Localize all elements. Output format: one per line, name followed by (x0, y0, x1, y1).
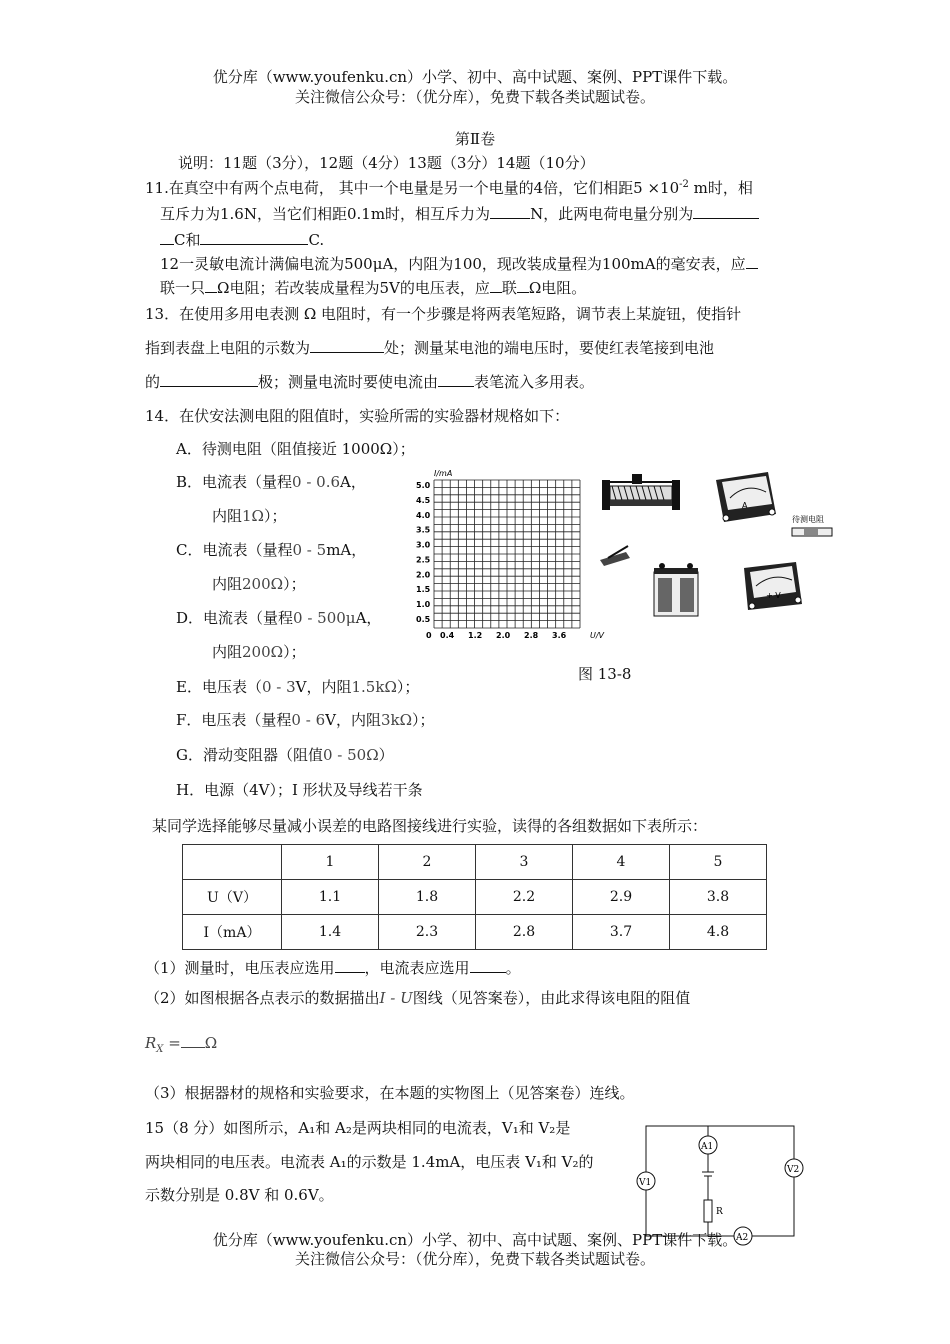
table-row (183, 880, 767, 915)
q12-line-1 (160, 253, 758, 274)
q15-line-3: 示数分别是 0.8V 和 0.6V。 (145, 1186, 334, 1204)
y-tick-label: 1.5 (416, 585, 431, 595)
section-note: 说明：11题（3分），12题（4分）13题（3分）14题（10分） (178, 154, 595, 172)
q14-c-res-end: ）； (283, 575, 306, 593)
table-row (183, 915, 767, 950)
y-tick-label: 4.5 (416, 495, 431, 505)
q12-blank-4[interactable] (517, 278, 529, 293)
iu-graph-svg (414, 466, 605, 642)
header-line-2: 关注微信公众号：（优分库），免费下载各类试题试卷。 (294, 88, 655, 106)
ammeter-a1-symbol (699, 1136, 717, 1154)
device-label: 待测电阻 (792, 515, 824, 524)
table-cell: 3.7 (573, 915, 670, 950)
table-cell: 1.1 (282, 880, 379, 915)
q14-e-unit: V，内阻 (295, 678, 352, 696)
q14-p1-blank-2[interactable] (470, 958, 506, 973)
q14-b-res-end: ）； (264, 507, 287, 525)
q14-e-range: 0 - 3 (261, 678, 296, 696)
circuit-label-a1: A1 (701, 1142, 714, 1152)
q14-g-text: G．滑动变阻器（阻值 (176, 746, 323, 764)
q14-c-res-label: 内阻 (212, 575, 243, 593)
rheostat-icon (602, 474, 680, 510)
q14-option-h: H．电源（4V）；I 形状及导线若干条 (176, 781, 423, 799)
graph-ylabel: I/mA (434, 469, 453, 478)
x-tick-label: 2.8 (524, 631, 539, 640)
q14-c-unit: mA， (326, 541, 367, 559)
svg-text:+ V: + V (766, 591, 781, 600)
q11-blank-3[interactable] (200, 230, 308, 245)
q14-b-range: 0 - 0.6 (292, 473, 341, 491)
q14-f-text: F．电压表（量程 (176, 711, 292, 729)
q11-text-a: 11.在真空中有两个点电荷， 其中一个电量是另一个电量的4倍，它们相距5 ×10 (145, 179, 680, 197)
q14-b-res-value: 1Ω (242, 507, 264, 525)
q14-f-unit: V，内阻 (325, 711, 381, 729)
y-tick-label: 2.0 (416, 570, 431, 580)
q13-blank-1[interactable] (310, 338, 384, 353)
x-tick-label: 2.0 (496, 631, 511, 640)
q14-p2-blank[interactable] (181, 1037, 205, 1048)
q11-line-1 (145, 177, 753, 198)
q13-text-b: 处；测量某电池的端电压时，要使红表笔接到电池 (384, 339, 715, 357)
x-tick-label: 0 (426, 631, 432, 640)
table-intro: 某同学选择能够尽量减小误差的电路图接线进行实验，读得的各组数据如下表所示： (152, 817, 708, 835)
q14-p2-eq: = (163, 1034, 181, 1052)
iu-graph (414, 466, 605, 646)
footer-line-2: 关注微信公众号：（优分库），免费下载各类试题试卷。 (294, 1250, 655, 1268)
switch-icon (600, 546, 630, 566)
q11-text-d: N，此两电荷电量分别为 (530, 205, 694, 223)
table-cell: 1.4 (282, 915, 379, 950)
q11-blank-1[interactable] (490, 204, 530, 219)
y-tick-label: 4.0 (416, 510, 431, 520)
q12-text-d: 联 (501, 279, 517, 297)
q14-d-unit: A， (355, 609, 382, 627)
q14-c-range: 0 - 5 (292, 541, 327, 559)
section-title: 第Ⅱ卷 (454, 130, 496, 148)
q14-b-unit: A， (340, 473, 366, 491)
q14-option-b (176, 471, 366, 492)
voltmeter-icon (744, 562, 802, 610)
q14-p2-iu: I - U (379, 989, 413, 1007)
q13-text-a: 指到表盘上电阻的示数为 (145, 339, 311, 357)
q14-p1-text-c: 。 (505, 959, 521, 977)
footer-line-1: 优分库（www.youfenku.cn）小学、初中、高中试题、案例、PPT课件下载。 (212, 1231, 738, 1249)
q15-line-1: 15（8 分）如图所示，A₁和 A₂是两块相同的电流表，V₁和 V₂是 (145, 1119, 571, 1137)
q14-option-d-resistance (212, 641, 306, 662)
q14-option-e (176, 676, 419, 697)
q12-blank-1[interactable] (746, 254, 758, 269)
voltmeter-v1-symbol (637, 1172, 655, 1190)
q11-line-3 (160, 229, 324, 250)
q14-p2-rsub: X (156, 1044, 164, 1055)
q14-p2-text-b: 图线（见答案卷），由此求得该电阻的阻值 (412, 989, 691, 1007)
q14-part-2-answer (145, 1034, 217, 1055)
q13-line-2 (145, 337, 714, 358)
circuit-label-v1: V1 (639, 1178, 652, 1188)
q14-d-range: 0 - 500μ (293, 609, 356, 627)
q14-g-range: 0 - 50Ω (322, 746, 379, 764)
q14-p1-text-b: ，电流表应选用 (364, 959, 470, 977)
table-cell: U（V） (183, 880, 282, 915)
header-line-1: 优分库（www.youfenku.cn）小学、初中、高中试题、案例、PPT课件下载。 (212, 68, 738, 86)
q14-option-d (176, 607, 381, 628)
table-cell: 1.8 (379, 880, 476, 915)
q14-d-res-end: ）； (283, 643, 306, 661)
q13-line-3 (145, 371, 594, 392)
figure-caption: 图 13-8 (578, 665, 632, 683)
q15-line-2: 两块相同的电压表。电流表 A₁的示数是 1.4mA，电压表 V₁和 V₂的 (145, 1153, 594, 1171)
q14-part-2 (145, 987, 690, 1008)
table-cell: 1 (282, 845, 379, 880)
q13-text-c: 的 (145, 373, 161, 391)
q14-f-range: 0 - 6 (291, 711, 326, 729)
table-cell: 2.8 (476, 915, 573, 950)
table-cell: 3 (476, 845, 573, 880)
q11-blank-2b[interactable] (160, 230, 174, 245)
q14-p1-blank-1[interactable] (335, 958, 365, 973)
y-tick-label: 5.0 (416, 481, 431, 490)
q14-option-c-resistance (212, 573, 306, 594)
q12-blank-2[interactable] (205, 278, 217, 293)
q11-text-c: 互斥力为1.6N，当它们相距0.1m时，相互斥力为 (160, 205, 491, 223)
q12-text-c: Ω电阻；若改装成量程为5V的电压表，应 (217, 279, 490, 297)
x-tick-label: 0.4 (440, 631, 455, 640)
circuit-label-v2: V2 (787, 1165, 800, 1175)
table-cell: 4 (573, 845, 670, 880)
table-cell: 2.9 (573, 880, 670, 915)
y-tick-label: 1.0 (416, 600, 431, 610)
table-cell: 5 (670, 845, 767, 880)
q14-part-1 (145, 957, 521, 978)
q12-text-e: Ω电阻。 (528, 279, 587, 297)
q14-option-c (176, 539, 366, 560)
q13-text-e: 表笔流入多用表。 (474, 373, 595, 391)
q14-f-end: ）； (412, 711, 435, 729)
q14-f-res: 3kΩ (380, 711, 413, 729)
table-cell: 3.8 (670, 880, 767, 915)
y-tick-label: 0.5 (416, 615, 431, 624)
q13-text-d: 极；测量电流时要使电流由 (258, 373, 439, 391)
y-tick-label: 2.5 (416, 555, 431, 565)
q14-d-text: D．电流表（量程 (176, 609, 294, 627)
q11-text-e: C和 (174, 231, 201, 249)
q11-blank-2[interactable] (693, 204, 759, 219)
q14-b-res-label: 内阻 (212, 507, 243, 525)
y-tick-label: 3.5 (416, 525, 431, 535)
q14-option-a: A．待测电阻（阻值接近 1000Ω）； (176, 440, 415, 458)
circuit-label-a2: A2 (736, 1233, 749, 1243)
q14-g-end: ） (378, 746, 394, 764)
q14-e-text: E．电压表（ (176, 678, 262, 696)
graph-xlabel: U/V (590, 631, 605, 640)
q11-text-b: m时，相 (688, 179, 753, 197)
q11-sup: -2 (679, 179, 689, 190)
x-tick-label: 3.6 (552, 631, 567, 640)
q14-d-res-label: 内阻 (212, 643, 243, 661)
q14-intro: 14．在伏安法测电阻的阻值时，实验所需的实验器材规格如下： (145, 407, 570, 425)
q12-blank-3[interactable] (490, 278, 502, 293)
q14-e-end: ）； (396, 678, 420, 696)
q14-p2-r: R (145, 1034, 157, 1052)
q14-c-text: C．电流表（量程 (176, 541, 293, 559)
q14-part-3: （3）根据器材的规格和实验要求，在本题的实物图上（见答案卷）连线。 (145, 1084, 635, 1102)
table-cell: 2.2 (476, 880, 573, 915)
y-tick-label: 3.0 (416, 540, 431, 550)
q14-p1-text-a: （1）测量时，电压表应选用 (145, 959, 335, 977)
q11-line-2 (160, 203, 759, 224)
resistor-under-test-icon (792, 514, 832, 536)
q14-e-res: 1.5kΩ (351, 678, 397, 696)
x-tick-label: 1.2 (468, 631, 483, 640)
q14-c-res-value: 200Ω (242, 575, 284, 593)
q14-option-g (176, 744, 394, 765)
table-cell (183, 845, 282, 880)
table-cell: 2.3 (379, 915, 476, 950)
battery-icon (654, 563, 698, 616)
voltmeter-v2-symbol (785, 1159, 803, 1177)
svg-text:A: A (742, 501, 748, 510)
apparatus-figure (596, 468, 840, 618)
q11-text-f: C. (308, 231, 325, 249)
q14-p2-text-a: （2）如图根据各点表示的数据描出 (145, 989, 380, 1007)
circuit-diagram (630, 1122, 830, 1246)
table-cell: 4.8 (670, 915, 767, 950)
q13-blank-2[interactable] (160, 372, 258, 387)
table-cell: 2 (379, 845, 476, 880)
table-cell: I（mA） (183, 915, 282, 950)
q14-b-text: B．电流表（量程 (176, 473, 293, 491)
ammeter-icon (716, 472, 776, 522)
q14-option-f (176, 709, 435, 730)
q12-text-a: 12一灵敏电流计满偏电流为500μA，内阻为100，现改装成量程为100mA的毫安表，应 (160, 255, 746, 273)
q13-blank-3[interactable] (438, 372, 474, 387)
q14-d-res-value: 200Ω (242, 643, 284, 661)
q14-p2-unit: Ω (204, 1034, 218, 1052)
q12-line-2 (160, 277, 586, 298)
q12-text-b: 联一只 (160, 279, 206, 297)
q14-option-b-resistance (212, 505, 287, 526)
table-header-row (183, 845, 767, 880)
q13-line-1: 13．在使用多用电表测 Ω 电阻时，有一个步骤是将两表笔短路，调节表上某旋钮，使指针 (145, 305, 742, 323)
circuit-label-r: R (716, 1207, 723, 1217)
data-table (182, 844, 767, 950)
